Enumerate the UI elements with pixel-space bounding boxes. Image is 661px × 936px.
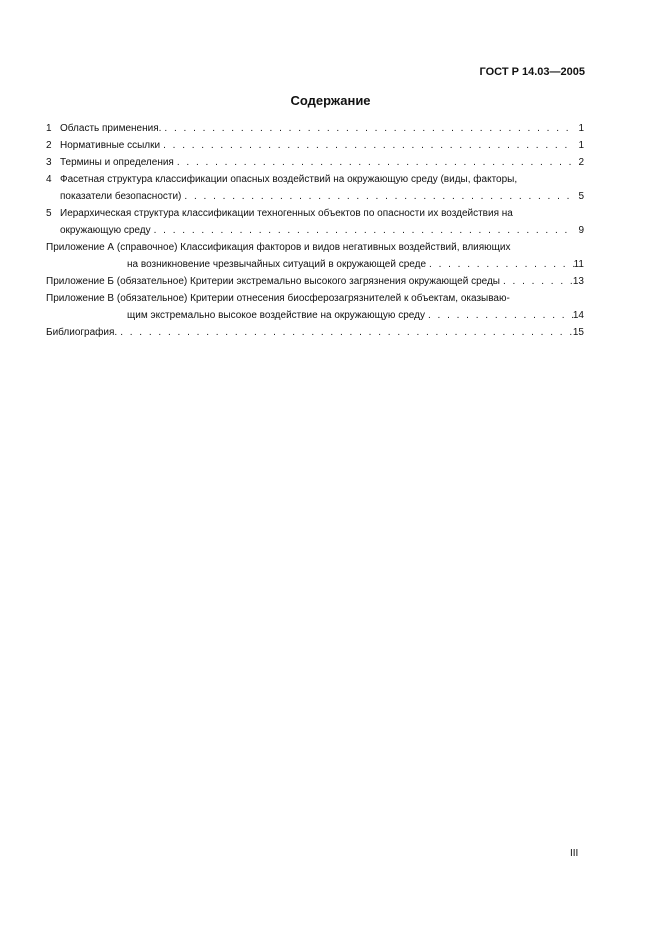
leader-dots [151, 222, 574, 239]
toc-entry-4[interactable] [46, 171, 584, 205]
toc-entry-title: Иерархическая структура классификации техногенных объектов по опасности их воздействия на [60, 208, 513, 219]
toc-entry-appendix-a[interactable] [46, 239, 584, 273]
leader-dots [161, 120, 574, 137]
toc-entry-appendix-v[interactable] [46, 290, 584, 324]
toc-entry-page: 1 [578, 140, 584, 151]
leader-dots [117, 324, 573, 341]
leader-dots [500, 273, 573, 290]
toc-entry-title-cont: окружающую среду [60, 225, 151, 236]
toc-entry-title: Приложение А (справочное) Классификация факторов и видов негативных воздействий, влияющих [46, 242, 511, 253]
toc-entry-3[interactable] [46, 154, 584, 171]
toc-entry-page: 14 [572, 310, 584, 321]
toc-entry-page: 2 [578, 157, 584, 168]
toc-entry-title: Приложение В (обязательное) Критерии отнесения биосферозагрязнителей к объектам, оказываю- [46, 293, 510, 304]
toc-entry-title: Нормативные ссылки [60, 140, 161, 151]
toc-entry-appendix-b[interactable] [46, 273, 584, 290]
toc-entry-page: 15 [572, 327, 584, 338]
toc-entry-title-cont: щим экстремально высокое воздействие на окружающую среду [127, 310, 425, 321]
toc-entry-title: Фасетная структура классификации опасных воздействий на окружающую среду (виды, факторы, [60, 174, 518, 185]
toc-entry-title: Область применения. [60, 123, 162, 134]
toc-entry-page: 5 [578, 191, 584, 202]
leader-dots [181, 188, 574, 205]
toc-entry-page: 11 [573, 259, 584, 270]
toc-entry-number: 4 [46, 174, 52, 185]
toc-entry-2[interactable] [46, 137, 584, 154]
toc-entry-title: Библиография. [46, 327, 118, 338]
toc-entry-title-cont: на возникновение чрезвычайных ситуаций в окружающей среде [127, 259, 427, 270]
toc-entry-number: 1 [46, 123, 52, 134]
leader-dots [160, 137, 574, 154]
toc-entry-number: 3 [46, 157, 52, 168]
document-header: ГОСТ Р 14.03—2005 [479, 66, 585, 78]
toc-entry-number: 5 [46, 208, 52, 219]
toc-entry-page: 9 [578, 225, 584, 236]
table-of-contents [46, 120, 584, 341]
toc-entry-title: Приложение Б (обязательное) Критерии экстремально высокого загрязнения окружающей среды [46, 276, 500, 287]
toc-entry-bibliography[interactable] [46, 324, 584, 341]
toc-entry-page: 1 [578, 123, 584, 134]
leader-dots [174, 154, 574, 171]
toc-entry-title: Термины и определения [60, 157, 174, 168]
toc-entry-5[interactable] [46, 205, 584, 239]
toc-entry-number: 2 [46, 140, 52, 151]
leader-dots [426, 256, 574, 273]
toc-entry-page: 13 [572, 276, 584, 287]
page-title: Содержание [290, 93, 371, 108]
leader-dots [425, 307, 573, 324]
toc-entry-1[interactable] [46, 120, 584, 137]
toc-entry-title-cont: показатели безопасности) [60, 191, 182, 202]
page-number: III [570, 848, 579, 859]
